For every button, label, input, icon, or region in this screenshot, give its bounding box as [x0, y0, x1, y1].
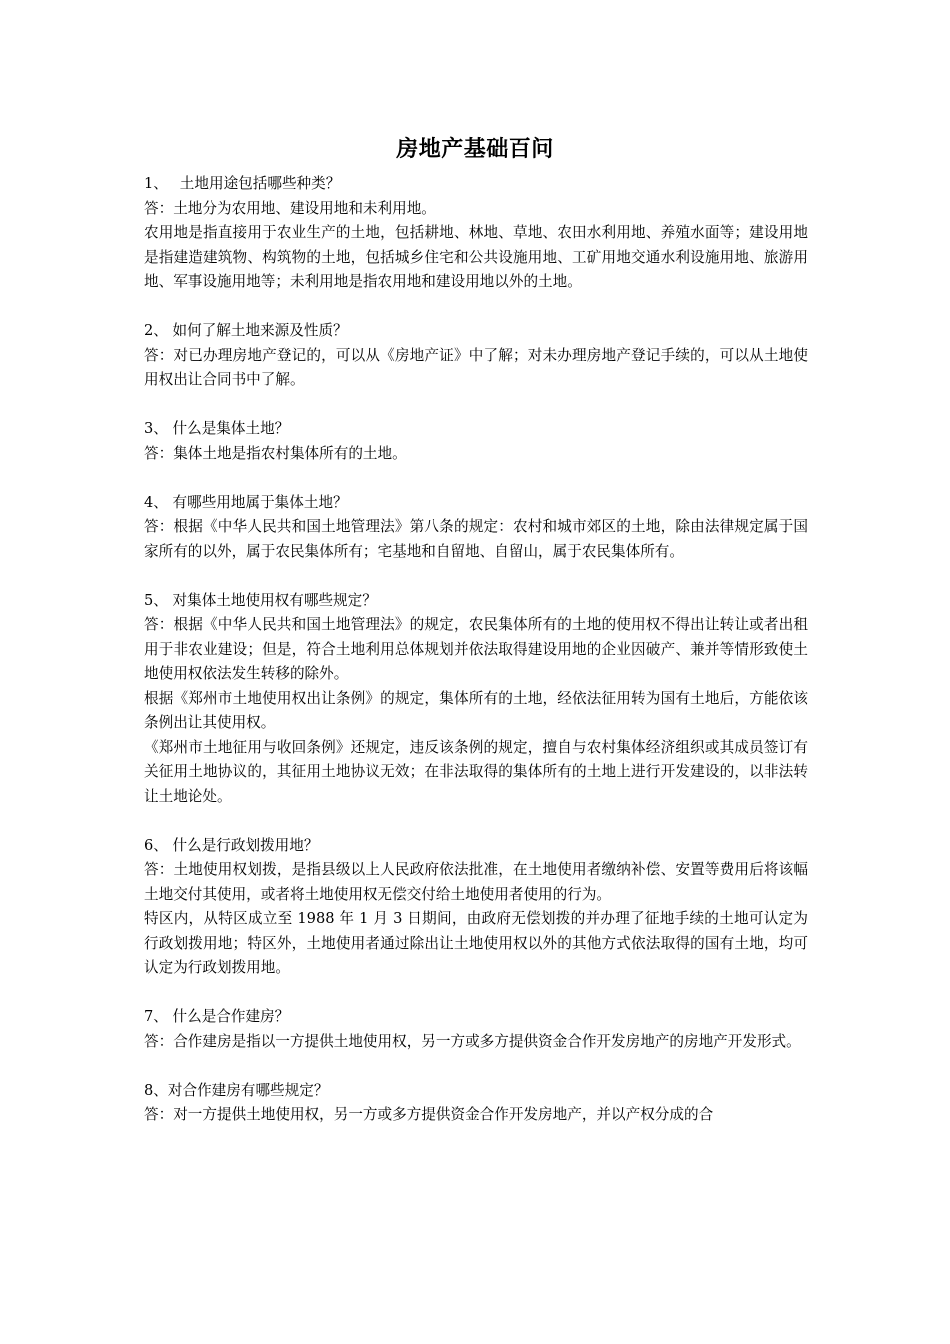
answer-4-paragraph-1: 答：根据《中华人民共和国土地管理法》第八条的规定：农村和城市郊区的土地，除由法律规定属于国家所有的以外，属于农民集体所有；宅基地和自留地、自留山，属于农民集体所有。 — [144, 518, 808, 560]
answer-1-paragraph-2: 农用地是指直接用于农业生产的土地，包括耕地、林地、草地、农田水利用地、养殖水面等；建设用地是指建造建筑物、构筑物的土地，包括城乡住宅和公共设施用地、工矿用地交通水利设施用地、旅游用地、军事设施用地等；未利用地是指农用地和建设用地以外的土地。 — [144, 224, 808, 290]
answer-6-paragraph-2: 特区内，从特区成立至 1988 年 1 月 3 日期间，由政府无偿划拨的并办理了征地手续的土地可认定为行政划拨用地；特区外，土地使用者通过除出让土地使用权以外的其他方式依法取得的国有土地，均可认定为行政划拨用地。 — [144, 910, 808, 976]
answer-8-paragraph-1: 答：对一方提供土地使用权，另一方或多方提供资金合作开发房地产，并以产权分成的合 — [144, 1106, 714, 1123]
question-8: 8、对合作建房有哪些规定？ — [144, 1081, 329, 1099]
page-title: 房地产基础百问 — [396, 137, 554, 162]
section-spacer — [144, 1054, 808, 1079]
answer-5-paragraph-2: 根据《郑州市土地使用权出让条例》的规定，集体所有的土地，经依法征用转为国有土地后，方能依该条例出让其使用权。 — [144, 689, 808, 731]
section-spacer — [144, 393, 808, 418]
question-4: 4、 有哪些用地属于集体土地？ — [144, 493, 348, 511]
question-1: 1、 土地用途包括哪些种类？ — [144, 175, 341, 192]
question-2: 2、 如何了解土地来源及性质？ — [144, 322, 348, 339]
answer-5-paragraph-1: 答：根据《中华人民共和国土地管理法》的规定，农民集体所有的土地的使用权不得出让转让或者出租用于非农业建设；但是，符合土地利用总体规划并依法取得建设用地的企业因破产、兼并等情形致使土地使用权依法发生转移的除外。 — [144, 616, 808, 682]
section-spacer — [144, 809, 808, 834]
question-6: 6、 什么是行政划拨用地？ — [144, 836, 319, 854]
question-7: 7、 什么是合作建房？ — [144, 1008, 290, 1025]
document-body — [144, 172, 808, 1128]
answer-6-paragraph-1: 答：土地使用权划拨，是指县级以上人民政府依法批准，在土地使用者缴纳补偿、安置等费用后将该幅土地交付其使用，或者将土地使用权无偿交付给土地使用者使用的行为。 — [144, 861, 808, 903]
section-spacer — [144, 564, 808, 589]
answer-7-paragraph-1: 答：合作建房是指以一方提供土地使用权，另一方或多方提供资金合作开发房地产的房地产开发形式。 — [144, 1032, 801, 1050]
answer-3-paragraph-1: 答：集体土地是指农村集体所有的土地。 — [144, 444, 407, 462]
question-5: 5、 对集体土地使用权有哪些规定？ — [144, 591, 377, 609]
section-spacer — [144, 981, 808, 1006]
question-3: 3、 什么是集体土地？ — [144, 420, 290, 437]
section-spacer — [144, 466, 808, 491]
answer-1-paragraph-1: 答：土地分为农用地、建设用地和未利用地。 — [144, 199, 436, 217]
section-spacer — [144, 295, 808, 320]
answer-5-paragraph-3: 《郑州市土地征用与收回条例》还规定，违反该条例的规定，擅自与农村集体经济组织或其成员签订有关征用土地协议的，其征用土地协议无效；在非法取得的集体所有的土地上进行开发建设的，以非法转让土地论处。 — [144, 738, 808, 805]
answer-2-paragraph-1: 答：对已办理房地产登记的，可以从《房地产证》中了解；对未办理房地产登记手续的，可以从土地使用权出让合同书中了解。 — [144, 346, 808, 388]
